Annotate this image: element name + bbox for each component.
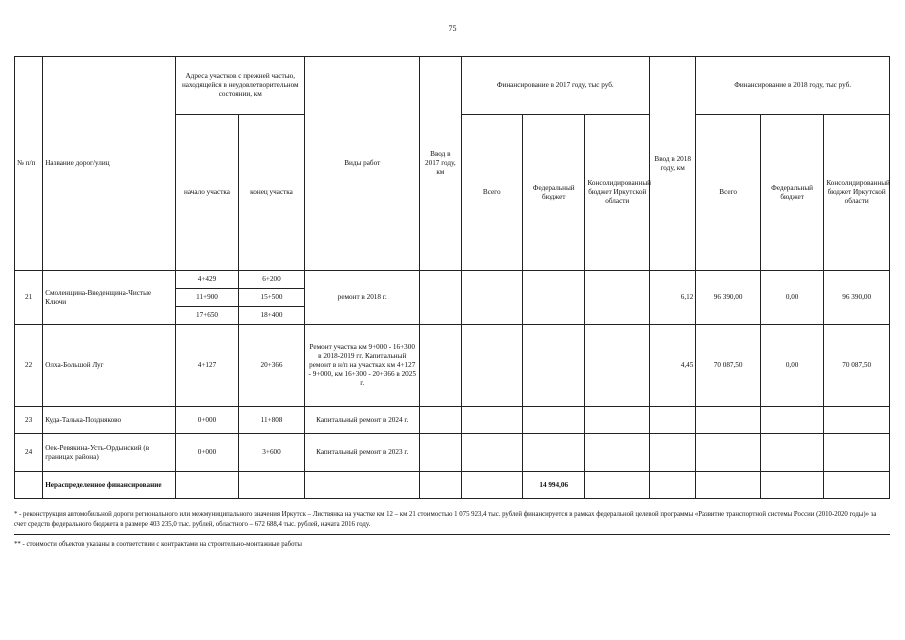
consolidated-2017 — [585, 325, 650, 407]
table-row — [15, 434, 890, 472]
footnote-contracts: ** - стоимости объектов указаны в соответствии с контрактами на строительно-монтажные работы — [14, 541, 302, 548]
road-name: Нераспределенное финансирование — [43, 472, 176, 499]
header-total-2018: Всего — [696, 115, 761, 271]
consolidated-2018: 70 087,50 — [824, 325, 890, 407]
header-start: начало участка — [176, 115, 238, 271]
header-addresses: Адреса участков с прежней частью, находящейся в неудовлетворительном состоянии, км — [176, 57, 305, 115]
footnote-reconstruction: * - реконструкция автомобильной дороги регионального или межмуниципального значения Иркутск – Листвянка на участке км 12 – км 21 стоимостью 1 075 923,4 тыс. рублей финансируется в рамках федеральной целевой программы «Развитие транспортной системы России (2010-2020 годы)» за счет средств федерального бюджета в размере 403 235,0 тыс. рублей, областного – 672 688,4 тыс. рублей, начата 2016 году. — [14, 511, 877, 528]
empty-cell — [238, 472, 305, 499]
table-row-unallocated — [15, 472, 890, 499]
row-num: 23 — [15, 407, 43, 434]
empty-cell — [824, 407, 890, 434]
segment-end: 18+400 — [238, 307, 305, 325]
empty-cell — [585, 407, 650, 434]
road-name: Смоленщина-Введенщина-Чистые Ключи — [43, 271, 176, 325]
header-num: № п/п — [15, 57, 43, 271]
empty-cell — [760, 434, 824, 472]
empty-cell — [305, 472, 420, 499]
empty-cell — [696, 472, 761, 499]
header-total-2017: Всего — [461, 115, 522, 271]
road-name: Олха-Большой Луг — [43, 325, 176, 407]
empty-cell — [650, 434, 696, 472]
row-num — [15, 472, 43, 499]
federal-2017: 14 994,06 — [522, 472, 584, 499]
empty-cell — [522, 407, 584, 434]
empty-cell — [461, 407, 522, 434]
empty-cell — [176, 472, 238, 499]
row-num: 24 — [15, 434, 43, 472]
empty-cell — [585, 472, 650, 499]
segment-start: 17+650 — [176, 307, 238, 325]
empty-cell — [824, 434, 890, 472]
header-federal-2017: Федеральный бюджет — [522, 115, 584, 271]
federal-2017 — [522, 325, 584, 407]
total-2017 — [461, 271, 522, 325]
consolidated-2018: 96 390,00 — [824, 271, 890, 325]
empty-cell — [650, 472, 696, 499]
page-number: 75 — [448, 24, 457, 33]
empty-cell — [650, 407, 696, 434]
header-row-1 — [15, 57, 890, 115]
segment-start: 4+429 — [176, 271, 238, 289]
works: Капитальный ремонт в 2023 г. — [305, 434, 420, 472]
empty-cell — [585, 434, 650, 472]
segment-start: 0+000 — [176, 434, 238, 472]
empty-cell — [696, 407, 761, 434]
segment-end: 6+200 — [238, 271, 305, 289]
segment-end: 15+500 — [238, 289, 305, 307]
header-input-2017: Ввод в 2017 году, км — [420, 57, 461, 271]
federal-2018: 0,00 — [760, 271, 824, 325]
table-row — [15, 271, 890, 289]
input-2018: 4,45 — [650, 325, 696, 407]
empty-cell — [760, 472, 824, 499]
header-end: конец участка — [238, 115, 305, 271]
road-name: Оек-Ревякина-Усть-Ордынский (в границах района) — [43, 434, 176, 472]
segment-start: 0+000 — [176, 407, 238, 434]
row-num: 22 — [15, 325, 43, 407]
input-2017 — [420, 271, 461, 325]
empty-cell — [420, 434, 461, 472]
table-row — [15, 407, 890, 434]
segment-end: 3+600 — [238, 434, 305, 472]
empty-cell — [522, 434, 584, 472]
total-2017 — [461, 325, 522, 407]
empty-cell — [461, 434, 522, 472]
segment-start: 4+127 — [176, 325, 238, 407]
empty-cell — [696, 434, 761, 472]
header-financing-2017: Финансирование в 2017 году, тыс руб. — [461, 57, 650, 115]
header-consolidated-2017: Консолидированный бюджет Иркутской области — [585, 115, 650, 271]
works: ремонт в 2018 г. — [305, 271, 420, 325]
total-2017 — [461, 472, 522, 499]
federal-2018: 0,00 — [760, 325, 824, 407]
total-2018: 70 087,50 — [696, 325, 761, 407]
consolidated-2017 — [585, 271, 650, 325]
road-name: Куда-Талька-Поздняково — [43, 407, 176, 434]
empty-cell — [420, 472, 461, 499]
header-consolidated-2018: Консолидированный бюджет Иркутской области — [824, 115, 890, 271]
works: Ремонт участка км 9+000 - 16+300 в 2018-2019 гг. Капитальный ремонт в н/п на участках км 4+127 - 9+000, км 16+300 - 20+366 в 2025 г. — [305, 325, 420, 407]
footnote-divider — [14, 534, 890, 535]
input-2018: 6,12 — [650, 271, 696, 325]
table-row — [15, 325, 890, 407]
empty-cell — [760, 407, 824, 434]
header-federal-2018: Федеральный бюджет — [760, 115, 824, 271]
header-works: Виды работ — [305, 57, 420, 271]
works: Капитальный ремонт в 2024 г. — [305, 407, 420, 434]
row-num: 21 — [15, 271, 43, 325]
financing-table — [14, 56, 890, 499]
federal-2017 — [522, 271, 584, 325]
empty-cell — [420, 407, 461, 434]
total-2018: 96 390,00 — [696, 271, 761, 325]
input-2017 — [420, 325, 461, 407]
header-road-name: Название дорог/улиц — [43, 57, 176, 271]
empty-cell — [824, 472, 890, 499]
segment-end: 20+366 — [238, 325, 305, 407]
segment-end: 11+808 — [238, 407, 305, 434]
segment-start: 11+900 — [176, 289, 238, 307]
header-financing-2018: Финансирование в 2018 году, тыс руб. — [696, 57, 890, 115]
header-input-2018: Ввод в 2018 году, км — [650, 57, 696, 271]
